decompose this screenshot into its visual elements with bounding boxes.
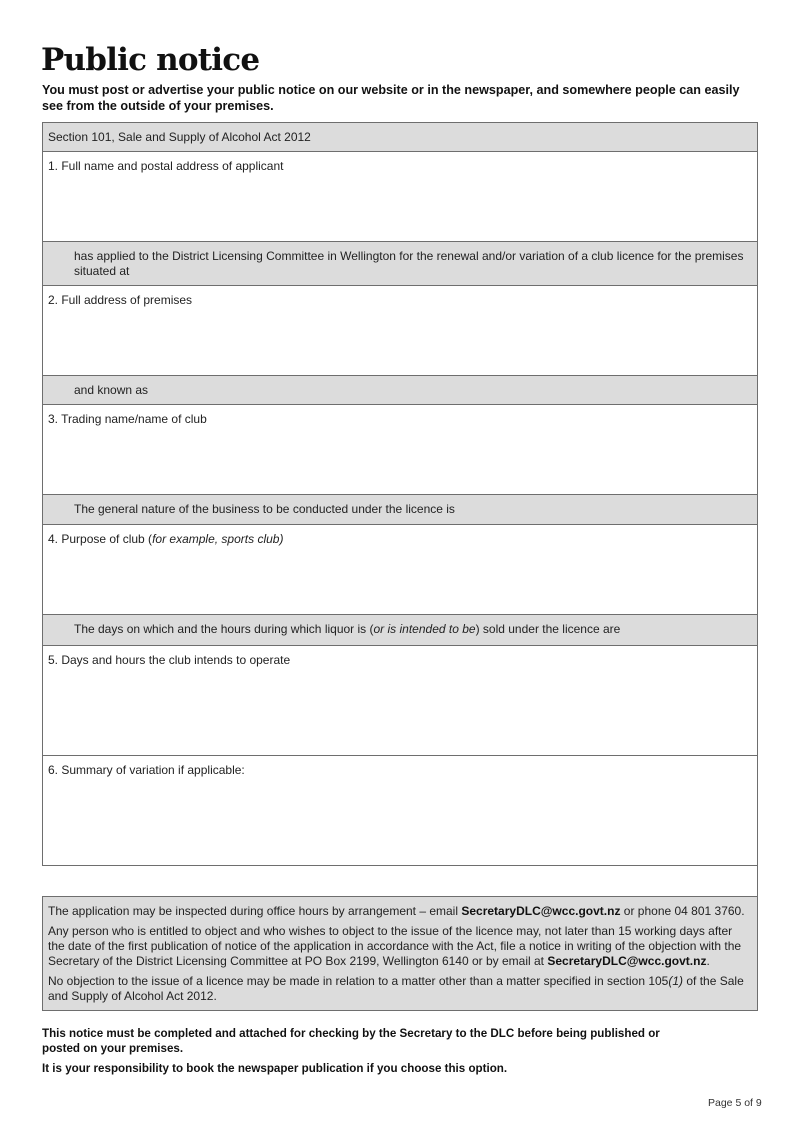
secretary-email-link[interactable]: SecretaryDLC@wcc.govt.nz xyxy=(461,904,621,918)
premises-address-label: 2. Full address of premises xyxy=(48,293,193,307)
secretary-email-link-2[interactable]: SecretaryDLC@wcc.govt.nz xyxy=(547,954,707,968)
completion-note: This notice must be completed and attached for checking by the Secretary to the DLC before being published or posted on your premises. xyxy=(42,1027,660,1055)
club-purpose-label: 4. Purpose of club (for example, sports club) xyxy=(48,532,284,546)
public-notice-form xyxy=(42,122,758,1011)
page-title: Public notice xyxy=(41,42,260,78)
objection-info-box xyxy=(42,896,758,1011)
variation-summary-label: 6. Summary of variation if applicable: xyxy=(48,763,245,777)
connector-trading-hours-text: The days on which and the hours during which liquor is (or is intended to be) sold under the licence are xyxy=(74,622,621,636)
connector-business-nature-row xyxy=(42,494,758,524)
section-reference: Section 101, Sale and Supply of Alcohol Act 2012 xyxy=(48,130,311,144)
trading-name-label: 3. Trading name/name of club xyxy=(48,412,207,426)
connector-applied-text: has applied to the District Licensing Committee in Wellington for the renewal and/or variation of a club licence for the premises situated at xyxy=(74,249,744,278)
variation-summary-field[interactable] xyxy=(42,755,758,866)
inspection-info: The application may be inspected during office hours by arrangement – email SecretaryDLC@wcc.govt.nz or phone 04 801 3760. xyxy=(48,904,745,918)
footer-notes xyxy=(42,1026,682,1081)
objection-limit-info: No objection to the issue of a licence may be made in relation to a matter other than a matter specified in section 105(1) of the Sale and Supply of Alcohol Act 2012. xyxy=(48,974,744,1003)
club-purpose-field[interactable] xyxy=(42,524,758,614)
connector-known-as-row xyxy=(42,375,758,404)
page-number: Page 5 of 9 xyxy=(708,1097,762,1109)
responsibility-note: It is your responsibility to book the newspaper publication if you choose this option. xyxy=(42,1062,508,1075)
premises-address-field[interactable] xyxy=(42,285,758,375)
section-reference-row xyxy=(42,122,758,151)
days-hours-field[interactable] xyxy=(42,645,758,755)
spacer xyxy=(42,866,758,896)
applicant-name-address-field[interactable] xyxy=(42,151,758,241)
connector-business-nature-text: The general nature of the business to be conducted under the licence is xyxy=(74,502,455,516)
applicant-name-address-label: 1. Full name and postal address of applicant xyxy=(48,159,284,173)
connector-trading-hours-row xyxy=(42,614,758,645)
connector-known-as-text: and known as xyxy=(74,383,149,397)
objection-process-info: Any person who is entitled to object and who wishes to object to the issue of the licence may, not later than 15 working days after the date of the first publication of notice of the application in accordance with the Act, file a notice in writing of the objection with the Secretary of the District Licensing Committee at PO Box 2199, Wellington 6140 or by email at SecretaryDLC@wcc.govt.nz. xyxy=(48,924,742,968)
connector-applied-row xyxy=(42,241,758,285)
trading-name-field[interactable] xyxy=(42,404,758,494)
intro-instructions: You must post or advertise your public notice on our website or in the newspaper, and somewhere people can easily see from the outside of your premises. xyxy=(42,83,740,113)
days-hours-label: 5. Days and hours the club intends to operate xyxy=(48,653,291,667)
